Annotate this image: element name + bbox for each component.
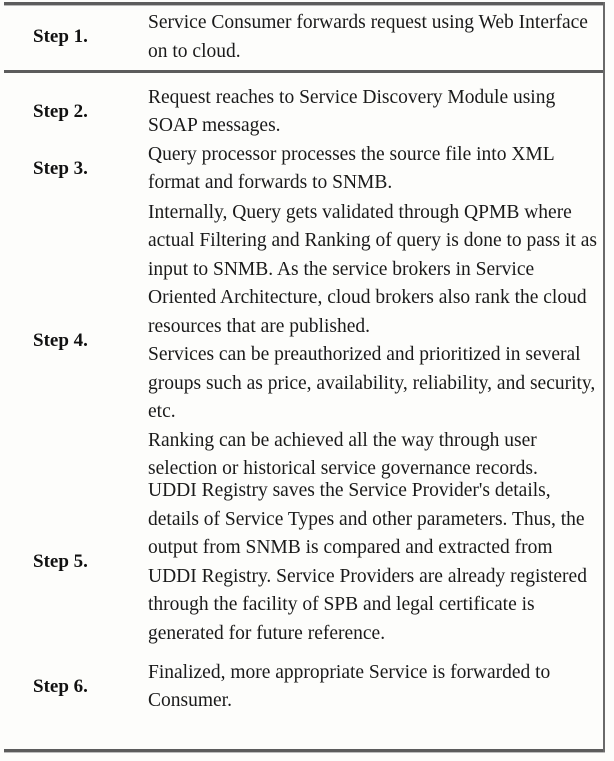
table-row: [0, 70, 614, 136]
step-label: Step 1.: [33, 26, 88, 48]
step-label: Step 2.: [33, 100, 88, 122]
step-label: Step 6.: [33, 675, 88, 697]
steps-list: [0, 5, 614, 711]
step-description: Internally, Query gets validated through QPMB where actual Filtering and Ranking of query is done to pass it as input to SNMB. As the service brokers in Service Oriented Architecture, cloud brokers also rank the cloud resources that are published. Services can be preauthorized and prioritized in several groups such as price, availability, reliability, and security, etc. Ranking can be achieved all the way through user selection or historical service governance records.: [148, 201, 597, 479]
step-label: Step 5.: [33, 551, 88, 573]
table-bottom-border: [4, 749, 605, 753]
table-row: [0, 132, 614, 198]
step-description: Request reaches to Service Discovery Module using SOAP messages.: [148, 86, 556, 136]
table-row: [0, 466, 614, 644]
table-row: [0, 641, 614, 711]
step-description: UDDI Registry saves the Service Provider's details, details of Service Types and other parameters. Thus, the output from SNMB is compared and extracted from UDDI Registry. Service Providers are already registered through the facility of SPB and legal certificate is generated for future reference.: [148, 480, 587, 644]
step-description: Finalized, more appropriate Service is forwarded to Consumer.: [148, 661, 551, 711]
table-row: [0, 5, 614, 70]
step-description: Service Consumer forwards request using Web Interface on to cloud.: [148, 12, 588, 62]
step-label: Step 3.: [33, 157, 88, 179]
step-description: Query processor processes the source file into XML format and forwards to SNMB.: [148, 143, 554, 193]
step-label: Step 4.: [33, 329, 88, 351]
table-row: [0, 198, 614, 479]
